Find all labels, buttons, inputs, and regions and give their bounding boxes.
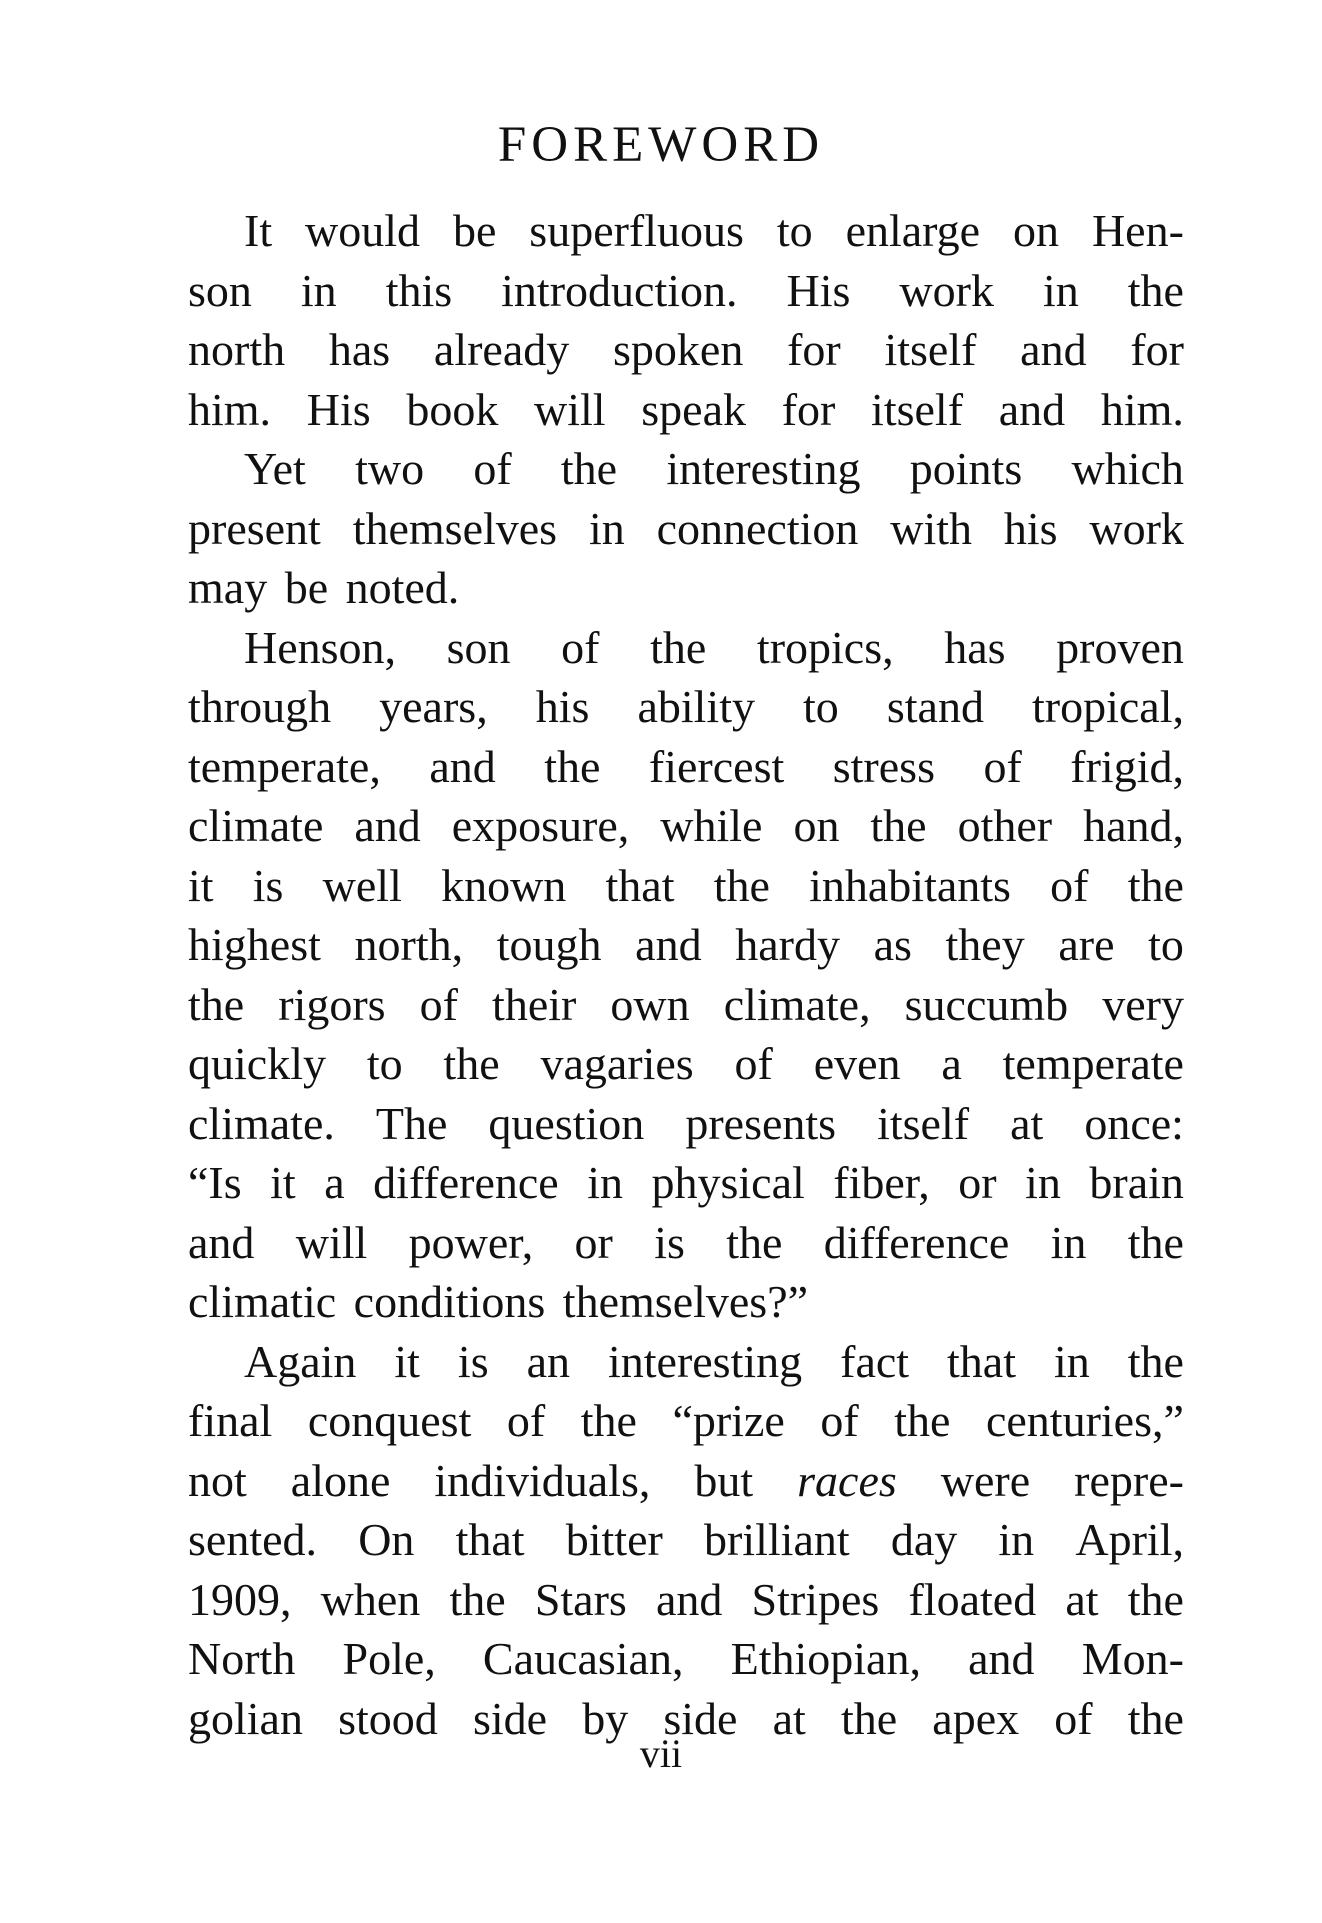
- text-line: north has already spoken for itself and for: [188, 324, 1184, 375]
- text-line: not alone individuals, but races were repre-: [188, 1454, 1184, 1506]
- text-line: It would be superfluous to enlarge on Hen-: [244, 205, 1184, 256]
- text-line: Henson, son of the tropics, has proven: [244, 621, 1184, 673]
- text-line: climate and exposure, while on the other hand,: [188, 800, 1184, 851]
- text-line: through years, his ability to stand tropical,: [188, 681, 1184, 732]
- chapter-title: FOREWORD: [497, 117, 825, 173]
- page-number: vii: [639, 1731, 683, 1776]
- text-line: sented. On that bitter brilliant day in April,: [188, 1514, 1184, 1565]
- text-line: and will power, or is the difference in the: [188, 1216, 1184, 1268]
- text-line: temperate, and the fiercest stress of frigid,: [188, 740, 1184, 792]
- text-line: North Pole, Caucasian, Ethiopian, and Mon-: [188, 1633, 1184, 1684]
- text-line: Yet two of the interesting points which: [244, 443, 1184, 494]
- text-line: climatic conditions themselves?”: [188, 1276, 809, 1327]
- text-line: it is well known that the inhabitants of the: [188, 859, 1184, 911]
- text-line: son in this introduction. His work in the: [188, 264, 1184, 316]
- text-line: final conquest of the “prize of the centuries,”: [188, 1395, 1184, 1446]
- text-line: “Is it a difference in physical fiber, or in brain: [188, 1157, 1184, 1208]
- text-line: climate. The question presents itself at once:: [188, 1097, 1184, 1149]
- text-line: golian stood side by side at the apex of the: [188, 1692, 1184, 1744]
- text-line: quickly to the vagaries of even a temperate: [188, 1038, 1184, 1089]
- foreword-body: [188, 201, 1184, 1748]
- text-line: may be noted.: [188, 562, 460, 613]
- text-line: him. His book will speak for itself and him.: [188, 383, 1184, 435]
- text-line: Again it is an interesting fact that in the: [244, 1335, 1184, 1387]
- text-line: highest north, tough and hardy as they are to: [188, 919, 1184, 970]
- text-line: 1909, when the Stars and Stripes floated at the: [188, 1573, 1184, 1625]
- text-line: present themselves in connection with his work: [188, 502, 1184, 554]
- text-line: the rigors of their own climate, succumb very: [188, 978, 1184, 1030]
